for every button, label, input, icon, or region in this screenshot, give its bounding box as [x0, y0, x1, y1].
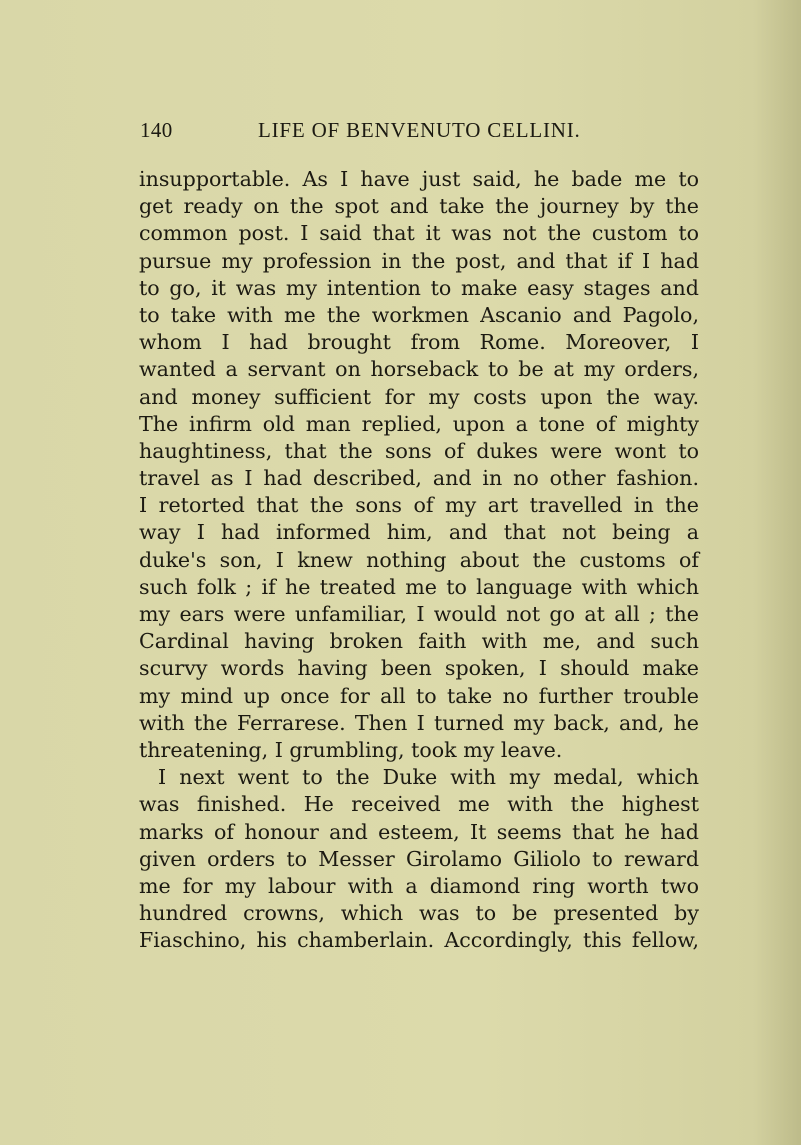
text-line: marks of honour and esteem, It seems that he had — [139, 819, 699, 844]
text-line: such folk ; if he treated me to language with which — [139, 574, 699, 599]
page-header — [140, 118, 700, 146]
text-line: get ready on the spot and take the journey by the — [139, 194, 699, 219]
text-line: to go, it was my intention to make easy stages and — [139, 275, 699, 300]
text-line: haughtiness, that the sons of dukes were wont to — [139, 438, 699, 463]
text-line: hundred crowns, which was to be presented by — [139, 901, 699, 926]
text-line: my ears were unfamiliar, I would not go at all ; the — [139, 602, 699, 626]
text-line: with the Ferrarese. Then I turned my back, and, he — [139, 710, 699, 735]
text-line-paragraph-start: I next went to the Duke with my medal, which — [158, 765, 699, 790]
text-line: insupportable. As I have just said, he bade me to — [139, 167, 699, 191]
text-line: travel as I had described, and in no other fashion. — [139, 466, 699, 491]
text-line: to take with me the workmen Ascanio and Pagolo, — [139, 302, 699, 327]
running-title: LIFE OF BENVENUTO CELLINI. — [258, 118, 581, 142]
text-line: The infirm old man replied, upon a tone of mighty — [139, 411, 699, 436]
text-line: pursue my profession in the post, and that if I had — [139, 248, 699, 273]
text-line: me for my labour with a diamond ring worth two — [139, 873, 699, 898]
text-line: and money sufficient for my costs upon the way. — [139, 384, 699, 409]
text-line: duke's son, I knew nothing about the customs of — [139, 547, 699, 572]
text-line-paragraph-end: threatening, I grumbling, took my leave. — [139, 737, 563, 762]
text-line: I retorted that the sons of my art travelled in the — [139, 493, 699, 518]
text-line: common post. I said that it was not the custom to — [139, 221, 699, 246]
text-line: way I had informed him, and that not being a — [139, 520, 699, 545]
text-line: Fiaschino, his chamberlain. Accordingly, this fellow, — [139, 928, 699, 953]
text-line: was finished. He received me with the highest — [139, 792, 699, 817]
body-text — [139, 166, 699, 954]
page-number: 140 — [140, 118, 173, 142]
text-line: my mind up once for all to take no further trouble — [139, 683, 699, 708]
text-line: given orders to Messer Girolamo Giliolo to reward — [139, 846, 699, 871]
text-line: wanted a servant on horseback to be at my orders, — [139, 357, 699, 382]
text-line: whom I had brought from Rome. Moreover, I — [139, 330, 699, 355]
text-line: scurvy words having been spoken, I should make — [139, 656, 699, 681]
text-line: Cardinal having broken faith with me, and such — [139, 629, 699, 654]
